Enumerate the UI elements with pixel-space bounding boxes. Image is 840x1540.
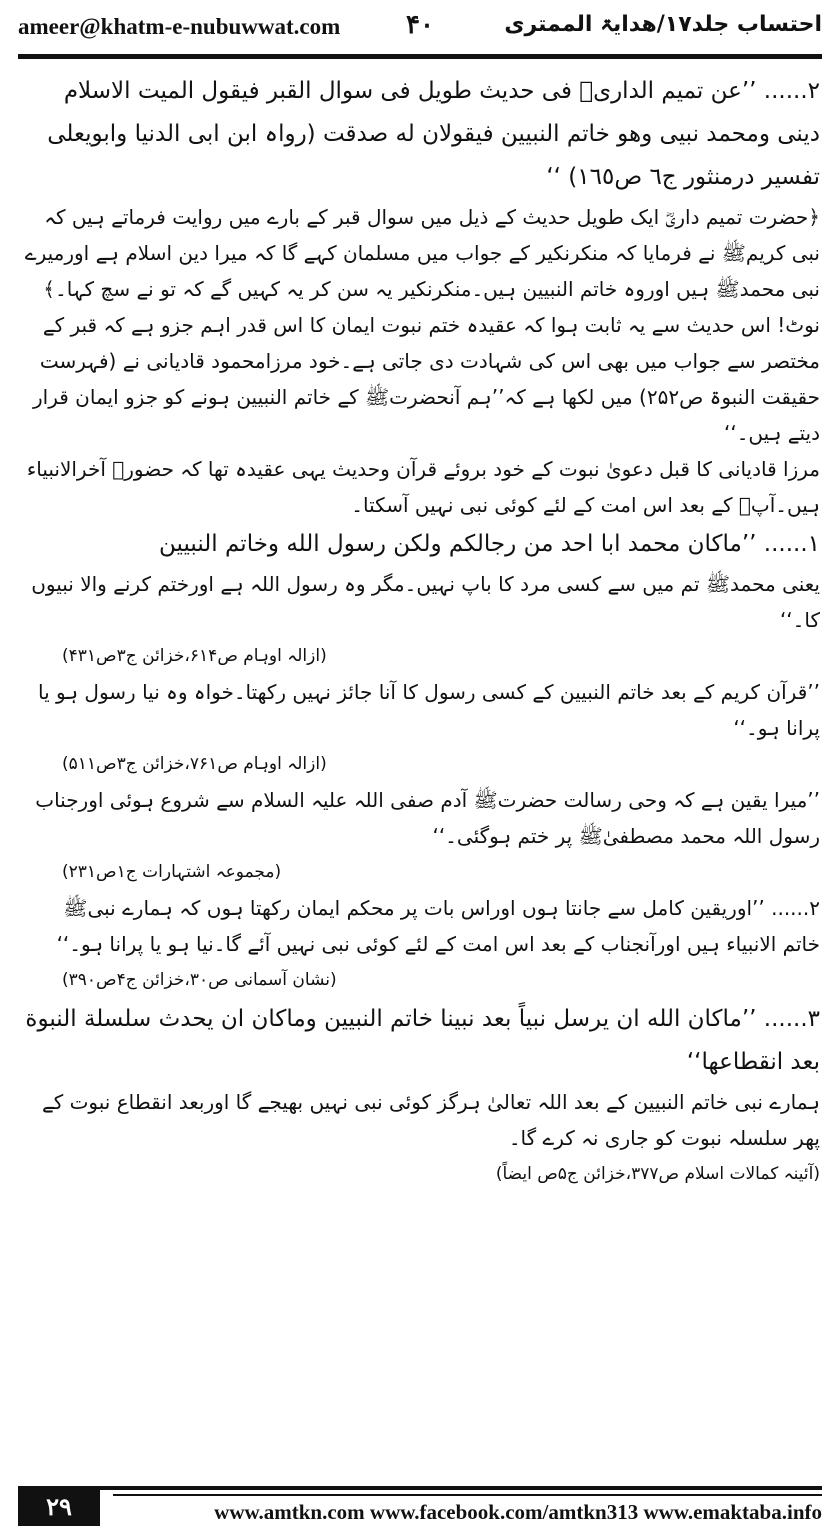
quote1-reference: (ازالہ اوہام ص۶۱۴،خزائن ج۳ص۴۳۱) [62,646,327,666]
quote4-text: ۲...... ’’اوریقین کامل سے جانتا ہوں اوراس بات پر محکم ایمان رکھتا ہوں کہ ہمارے نبیﷺ خاتم الانبیاء ہیں اورآنجناب کے بعد اس امت کے لئے کوئی نبی نہیں آئے گا۔نیا ہو یا پرانا ہو۔‘‘ [56,896,820,956]
quote2-reference: (ازالہ اوہام ص۷۶۱،خزائن ج۳ص۵۱۱) [62,754,327,774]
quote3-text: ’’میرا یقین ہے کہ وحی رسالت حضرتﷺ آدم صفی اللہ علیہ السلام سے شروع ہوئی اورجناب رسول اللہ محمد مصطفیٰﷺ پر ختم ہوگئی۔‘‘ [35,788,820,848]
footer-rule-thick [18,1486,822,1490]
page-header [18,12,822,48]
page-body [22,70,820,1192]
header-page-number: ۴۰ [406,10,434,40]
quote1-ref-row [22,638,820,674]
header-rule [18,54,822,59]
quote5-reference: (آئینہ کمالات اسلام ص۳۷۷،خزائن ج۵ص ایضاً) [495,1164,820,1184]
footer-page-number: ۲۹ [18,1486,100,1526]
hadith-arabic: ۲...... ’’عن تمیم الداریؓ فی حدیث طویل فی سوال القبر فیقول المیت الاسلام دینی ومحمد نبیی وھو خاتم النبیین فیقولان له صدقت (رواہ ابن ابی الدنیا وابویعلی تفسیر درمنثور ج٦ ص١٦٥) ‘‘ [47,78,820,190]
note-paragraph: نوٹ! اس حدیث سے یہ ثابت ہوا کہ عقیدہ ختم نبوت ایمان کا اس قدر اہم جزو ہے کہ قبر کے مختصر سے جواب میں بھی اس کی شہادت دی جاتی ہے۔خود مرزامحمود قادیانی نے (فہرست حقیقت النبوۃ ص۲۵۲) میں لکھا ہے کہ’’ہم آنحضرتﷺ کے خاتم النبیین ہونے کو جزو ایمان قرار دیتے ہیں۔‘‘ [33,313,820,445]
quote2-ref-row [22,746,820,782]
footer-rule-thin [113,1494,822,1496]
quote3-reference: (مجموعہ اشتہارات ج۱ص۲۳۱) [62,862,282,882]
quote5-urdu: ہمارے نبی خاتم النبیین کے بعد اللہ تعالیٰ ہرگز کوئی نبی نہیں بھیجے گا اوربعد انقطاع نبوت کے پھر سلسلہ نبوت کو جاری نہ کرے گا۔ [41,1090,820,1150]
quote5-arabic: ۳...... ’’ماکان الله ان یرسل نبیاً بعد نبینا خاتم النبیین وماکان ان یحدث سلسلة النبوة بعد انقطاعها‘‘ [25,1006,820,1075]
quote1-arabic: ۱...... ’’ماکان محمد ابا احد من رجالکم ولکن رسول الله وخاتم النبیین [159,531,820,557]
quote3-ref-row [22,854,820,890]
header-book-title: احتساب جلد۱۷/ھدایۃ الممتری [504,12,822,37]
quote1-block [22,566,820,638]
quote1-urdu: یعنی محمدﷺ تم میں سے کسی مرد کا باپ نہیں۔مگر وہ رسول اللہ ہے اورختم کرنے والا نبیوں کا۔‘‘ [31,572,820,632]
quote5-ref-row [22,1156,820,1192]
quote2-text: ’’قرآن کریم کے بعد خاتم النبیین کے کسی رسول کا آنا جائز نہیں رکھتا۔خواہ وہ نیا رسول ہو یا پرانا ہو۔‘‘ [38,680,820,740]
quote4-reference: (نشان آسمانی ص۳۰،خزائن ج۴ص۳۹۰) [62,970,337,990]
footer-links: www.amtkn.com www.facebook.com/amtkn313 www.emaktaba.info [214,1500,822,1524]
mirza-intro-paragraph: مرزا قادیانی کا قبل دعویٰ نبوت کے خود بروئے قرآن وحدیث یہی عقیدہ تھا کہ حضورﷺ آخرالانبیاء ہیں۔آپؐ کے بعد اس امت کے لئے کوئی نبی نہیں آسکتا۔ [26,457,820,517]
quote4-ref-row [22,962,820,998]
header-email: ameer@khatm-e-nubuwwat.com [18,14,341,39]
page-footer [18,1486,822,1526]
hadith-urdu-translation: ﴿حضرت تمیم داریؓ ایک طویل حدیث کے ذیل میں سوال قبر کے بارے میں روایت فرماتے ہیں کہ نبی کریمﷺ نے فرمایا کہ منکرنکیر کے جواب میں مسلمان کہے گا کہ میرا دین اسلام ہے اورمیرے نبی محمدﷺ ہیں اوروہ خاتم النبیین ہیں۔منکرنکیر یہ سن کر یہ کہیں گے کہ تو نے سچ کہا۔﴾ [24,205,820,301]
